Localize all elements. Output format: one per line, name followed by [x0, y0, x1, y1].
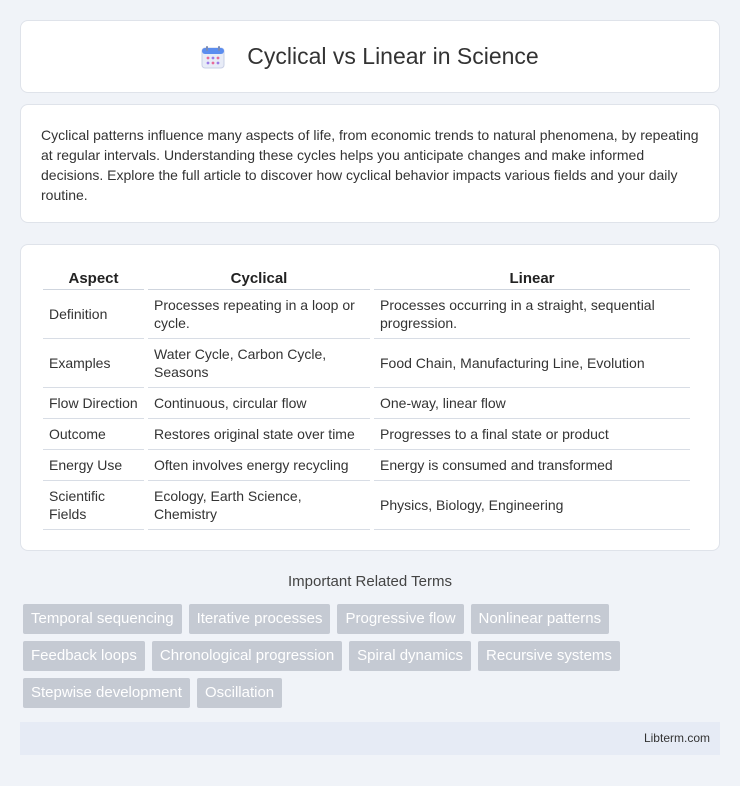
tag-progressive-flow[interactable]: Progressive flow — [337, 604, 463, 634]
header-card — [20, 20, 720, 93]
tag-oscillation[interactable]: Oscillation — [197, 678, 282, 708]
comparison-table — [39, 267, 694, 530]
table-cell: Ecology, Earth Science, Chemistry — [148, 481, 370, 530]
intro-card — [20, 104, 720, 223]
table-row — [43, 419, 690, 450]
table-cell: Physics, Biology, Engineering — [374, 481, 690, 530]
table-row — [43, 290, 690, 339]
table-cell: Energy Use — [43, 450, 144, 481]
table-cell: Definition — [43, 290, 144, 339]
tag-chronological-progression[interactable]: Chronological progression — [152, 641, 342, 671]
tag-iterative-processes[interactable]: Iterative processes — [189, 604, 331, 634]
tag-recursive-systems[interactable]: Recursive systems — [478, 641, 620, 671]
comparison-table-card — [20, 244, 720, 551]
table-row — [43, 339, 690, 388]
calendar-icon — [201, 45, 225, 69]
table-cell: Restores original state over time — [148, 419, 370, 450]
table-cell: Scientific Fields — [43, 481, 144, 530]
tag-spiral-dynamics[interactable]: Spiral dynamics — [349, 641, 471, 671]
header-cyclical: Cyclical — [148, 267, 370, 290]
table-cell: Water Cycle, Carbon Cycle, Seasons — [148, 339, 370, 388]
tag-stepwise-development[interactable]: Stepwise development — [23, 678, 190, 708]
tag-nonlinear-patterns[interactable]: Nonlinear patterns — [471, 604, 610, 634]
table-cell: Food Chain, Manufacturing Line, Evolution — [374, 339, 690, 388]
intro-text: Cyclical patterns influence many aspects of life, from economic trends to natural phenomena, by repeating at regular intervals. Understanding these cycles helps you anticipate changes and make informed decisions. Explore the full article to discover how cyclical behavior impacts various fields and your daily routine. — [41, 127, 699, 203]
table-cell: Processes occurring in a straight, sequential progression. — [374, 290, 690, 339]
table-row — [43, 388, 690, 419]
table-header-row — [43, 267, 690, 290]
table-cell: One-way, linear flow — [374, 388, 690, 419]
footer-site-link[interactable]: Libterm.com — [643, 731, 710, 745]
header-linear: Linear — [374, 267, 690, 290]
header-aspect: Aspect — [43, 267, 144, 290]
table-cell: Progresses to a final state or product — [374, 419, 690, 450]
table-cell: Continuous, circular flow — [148, 388, 370, 419]
related-terms-title: Important Related Terms — [288, 573, 452, 590]
table-cell: Often involves energy recycling — [148, 450, 370, 481]
table-cell: Processes repeating in a loop or cycle. — [148, 290, 370, 339]
table-row — [43, 450, 690, 481]
page-title: Cyclical vs Linear in Science — [247, 43, 539, 69]
footer — [20, 722, 720, 755]
table-cell: Flow Direction — [43, 388, 144, 419]
tag-feedback-loops[interactable]: Feedback loops — [23, 641, 145, 671]
table-cell: Outcome — [43, 419, 144, 450]
tag-temporal-sequencing[interactable]: Temporal sequencing — [23, 604, 182, 634]
table-cell: Energy is consumed and transformed — [374, 450, 690, 481]
related-terms-list — [23, 604, 723, 708]
table-row — [43, 481, 690, 530]
table-cell: Examples — [43, 339, 144, 388]
